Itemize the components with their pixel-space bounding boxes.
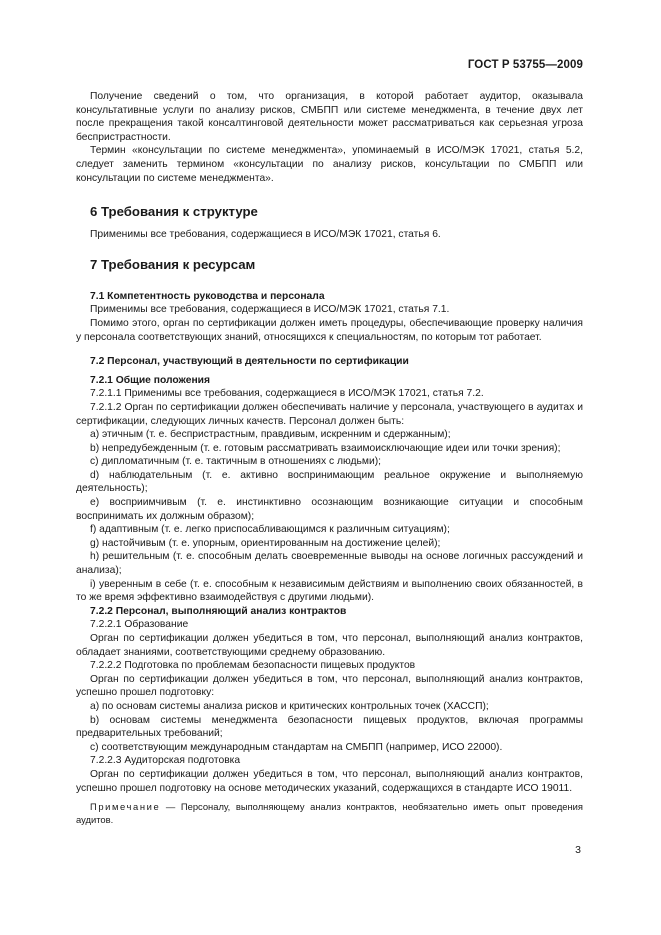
section-7-2-2-title: 7.2.2 Персонал, выполняющий анализ контрактов [90, 605, 347, 617]
section-7-2-2-1-paragraph: Орган по сертификации должен убедиться в том, что персонал, выполняющий анализ контрактов, обладает знаниями, соответствующими среднему образованию. [76, 633, 583, 658]
list-item-h: h) решительным (т. е. способным делать своевременные выводы на основе логичных рассуждений и анализа); [76, 551, 583, 577]
section-7-2-2-2-title: 7.2.2.2 Подготовка по проблемам безопасности пищевых продуктов [90, 660, 416, 672]
section-6-paragraph: Применимы все требования, содержащиеся в ИСО/МЭК 17021, статья 6. [90, 229, 441, 241]
intro-paragraph-2: Термин «консультации по системе менеджмента», упоминаемый в ИСО/МЭК 17021, статья 5.2, следует заменить термином «консультации по анализу рисков, консультации по СМБПП или консультации по системе менеджмента». [76, 145, 583, 184]
section-7-2-2-3-title: 7.2.2.3 Аудиторская подготовка [90, 755, 241, 767]
list-item-f: f) адаптивным (т. е. легко приспосабливающимся к различным ситуациям); [90, 524, 450, 536]
section-7-2-2-2-paragraph: Орган по сертификации должен убедиться в том, что персонал, выполняющий анализ контрактов, успешно прошел подготовку: [76, 673, 583, 699]
intro-paragraph-1: Получение сведений о том, что организация, в которой работает аудитор, оказывала консультативные услуги по анализу рисков, СМБПП или системе менеджмента, в течение двух лет после прекращения такой консалтинговой деятельности может рассматриваться как серьезная угроза беспристрастности. [76, 91, 583, 143]
clause-7-2-1-1: 7.2.1.1 Применимы все требования, содержащиеся в ИСО/МЭК 17021, статья 7.2. [90, 388, 484, 400]
section-6-title: 6 Требования к структуре [90, 204, 258, 220]
document-header: ГОСТ Р 53755—2009 [467, 59, 583, 71]
section-7-1-paragraph-1: Применимы все требования, содержащиеся в ИСО/МЭК 17021, статья 7.1. [90, 304, 450, 316]
list-item-e: e) восприимчивым (т. е. инстинктивно осознающим возникающие ситуации и способным воспринимать их должным образом); [76, 497, 583, 522]
training-item-a: a) по основам системы анализа рисков и критических контрольных точек (ХАССП); [90, 700, 489, 712]
list-item-b: b) непредубежденным (т. е. готовым рассматривать взаимоисключающие идеи или точки зрения); [90, 442, 561, 454]
section-7-2-1-title: 7.2.1 Общие положения [90, 374, 210, 386]
section-7-2-title: 7.2 Персонал, участвующий в деятельности по сертификации [90, 356, 409, 368]
section-7-2-2-3-paragraph: Орган по сертификации должен убедиться в том, что персонал, выполняющий анализ контрактов, успешно прошел подготовку на основе методических указаний, содержащихся в стандарте ИСО 19011. [76, 768, 583, 794]
training-item-b: b) основам системы менеджмента безопасности пищевых продуктов, включая программы предварительных требований; [76, 714, 583, 740]
list-item-i: i) уверенным в себе (т. е. способным к независимым действиям и выполнению своих обязанностей, в то же время эффективно взаимодействуя с другими людьми). [76, 578, 583, 604]
list-item-c: c) дипломатичным (т. е. тактичным в отношениях с людьми); [90, 456, 382, 468]
training-item-c: c) соответствующим международным стандартам на СМБПП (например, ИСО 22000). [90, 741, 503, 753]
note-paragraph [76, 801, 583, 826]
list-item-d: d) наблюдательным (т. е. активно воспринимающим реальное окружение и выполняемую деятельность); [76, 469, 583, 495]
clause-7-2-1-2: 7.2.1.2 Орган по сертификации должен обеспечивать наличие у персонала, участвующего в аудитах и сертификации, следующих личных качеств. Персонал должен быть: [76, 401, 583, 427]
list-item-g: g) настойчивым (т. е. упорным, ориентированным на достижение целей); [90, 537, 441, 549]
section-7-1-title: 7.1 Компетентность руководства и персонала [90, 290, 325, 302]
section-7-1-paragraph-2: Помимо этого, орган по сертификации должен иметь процедуры, обеспечивающие проверку наличия у персонала соответствующих знаний, относящихся к специальностям, по которым тот работает. [76, 317, 583, 343]
list-item-a: a) этичным (т. е. беспристрастным, правдивым, искренним и сдержанным); [90, 429, 451, 441]
page-content [76, 90, 583, 826]
page-number: 3 [575, 844, 581, 856]
section-7-2-2-1-title: 7.2.2.1 Образование [90, 619, 189, 631]
note-text: — Персоналу, выполняющему анализ контрактов, необязательно иметь опыт проведения аудитов. [76, 801, 583, 825]
section-7-title: 7 Требования к ресурсам [90, 256, 256, 272]
note-label: Примечание [90, 801, 161, 813]
